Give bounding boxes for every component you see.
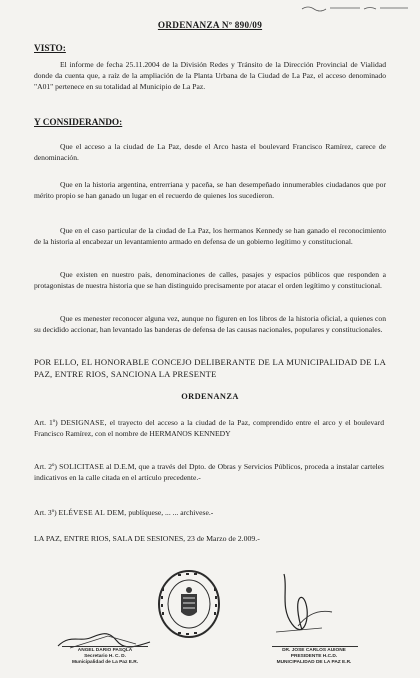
article-1-text: el trayecto del acceso a la ciudad de la Paz, comprendido entre el arco y el boulevard Francisco Ramírez, con el nombre de HERMANOS KENNEDY xyxy=(34,418,384,438)
left-signature-name xyxy=(60,648,150,666)
article-3-label: Art. 3º) xyxy=(34,508,57,517)
considerando-paragraph-3: Que en el caso particular de la ciudad de La Paz, los hermanos Kennedy se han ganado el reconocimiento de la historia al encabezar un levantamiento armado en defensa de un gobierno legítimo y constitucional. xyxy=(34,226,386,246)
por-ello-clause: POR ELLO, EL HONORABLE CONCEJO DELIBERANTE DE LA MUNICIPALIDAD DE LA PAZ, ENTRE RIOS, SANCIONA LA PRESENTE xyxy=(34,357,386,379)
official-seal xyxy=(156,568,222,640)
article-3-text: publíquese, ... ... archivese.- xyxy=(128,508,214,517)
considerando-paragraph-4: Que existen en nuestro país, denominaciones de calles, pasajes y espacios públicos que responden a protagonistas de nuestra historia que se han distinguido precisamente por atacar el orden legítimo y constitucional. xyxy=(34,270,386,290)
right-signer-org: MUNICIPALIDAD DE LA PAZ E.R. xyxy=(276,660,352,665)
closing-line: LA PAZ, ENTRE RIOS, SALA DE SESIONES, 23 de Marzo de 2.009.- xyxy=(34,534,260,543)
handwritten-note xyxy=(300,3,412,13)
visto-text: El informe de fecha 25.11.2004 de la División Redes y Tránsito de la Dirección Provincial de Vialidad donde da cuenta que, a raíz de la ampliación de la Planta Urbana de la Ciudad de La Paz, el acceso denominado "A01" pertenece en su totalidad al Municipio de La Paz. xyxy=(34,60,386,91)
visto-heading: VISTO: xyxy=(34,44,66,54)
considerando-heading: Y CONSIDERANDO: xyxy=(34,118,123,128)
document-title: ORDENANZA Nº 890/09 xyxy=(157,20,263,30)
right-signer-role: PRESIDENTE H.C.D. xyxy=(290,654,338,659)
left-signer-role: Secretario H. C. D. xyxy=(84,654,126,659)
article-2 xyxy=(34,462,384,484)
ordenanza-heading: ORDENANZA xyxy=(181,392,239,401)
right-signature-line xyxy=(272,646,358,647)
article-2-text: al D.E.M, que a través del Dpto. de Obras y Servicios Públicos, proceda a instalar carteles indicativos en la calle citada en el artículo precedente.- xyxy=(34,462,385,482)
article-3 xyxy=(34,508,384,519)
right-signature xyxy=(262,568,342,640)
article-1 xyxy=(34,418,384,440)
left-signer-org: Municipalidad de La Paz E.R. xyxy=(71,660,139,665)
right-signer-name: DR. JOSE CARLOS AUIONE xyxy=(282,648,346,653)
left-signer-name: ANGEL DARIO PASQLA xyxy=(77,648,133,653)
article-2-label: Art. 2º) xyxy=(34,462,57,471)
considerando-paragraph-1: Que el acceso a la ciudad de La Paz, desde el Arco hasta el boulevard Francisco Ramírez, carece de denominación. xyxy=(34,142,386,162)
article-1-keyword: DESIGNASE, xyxy=(60,418,107,427)
considerando-paragraph-5: Que es menester reconocer alguna vez, aunque no figuren en los libros de la historia oficial, a quienes con su decidido accionar, han levantado las banderas de defensa de las causas nacionales, populares y constitucionales. xyxy=(34,314,386,334)
article-3-keyword: ELÉVESE AL DEM, xyxy=(58,508,127,517)
left-signature-line xyxy=(62,646,148,647)
considerando-paragraph-2: Que en la historia argentina, entrerriana y paceña, se han desempeñado innumerables ciudadanos que por mérito propio se han ganado un lugar en el recuerdo de quienes los sucedieron. xyxy=(34,180,386,200)
article-1-label: Art. 1º) xyxy=(34,418,58,427)
right-signature-name xyxy=(264,648,364,666)
article-2-keyword: SOLICITASE xyxy=(59,462,104,471)
